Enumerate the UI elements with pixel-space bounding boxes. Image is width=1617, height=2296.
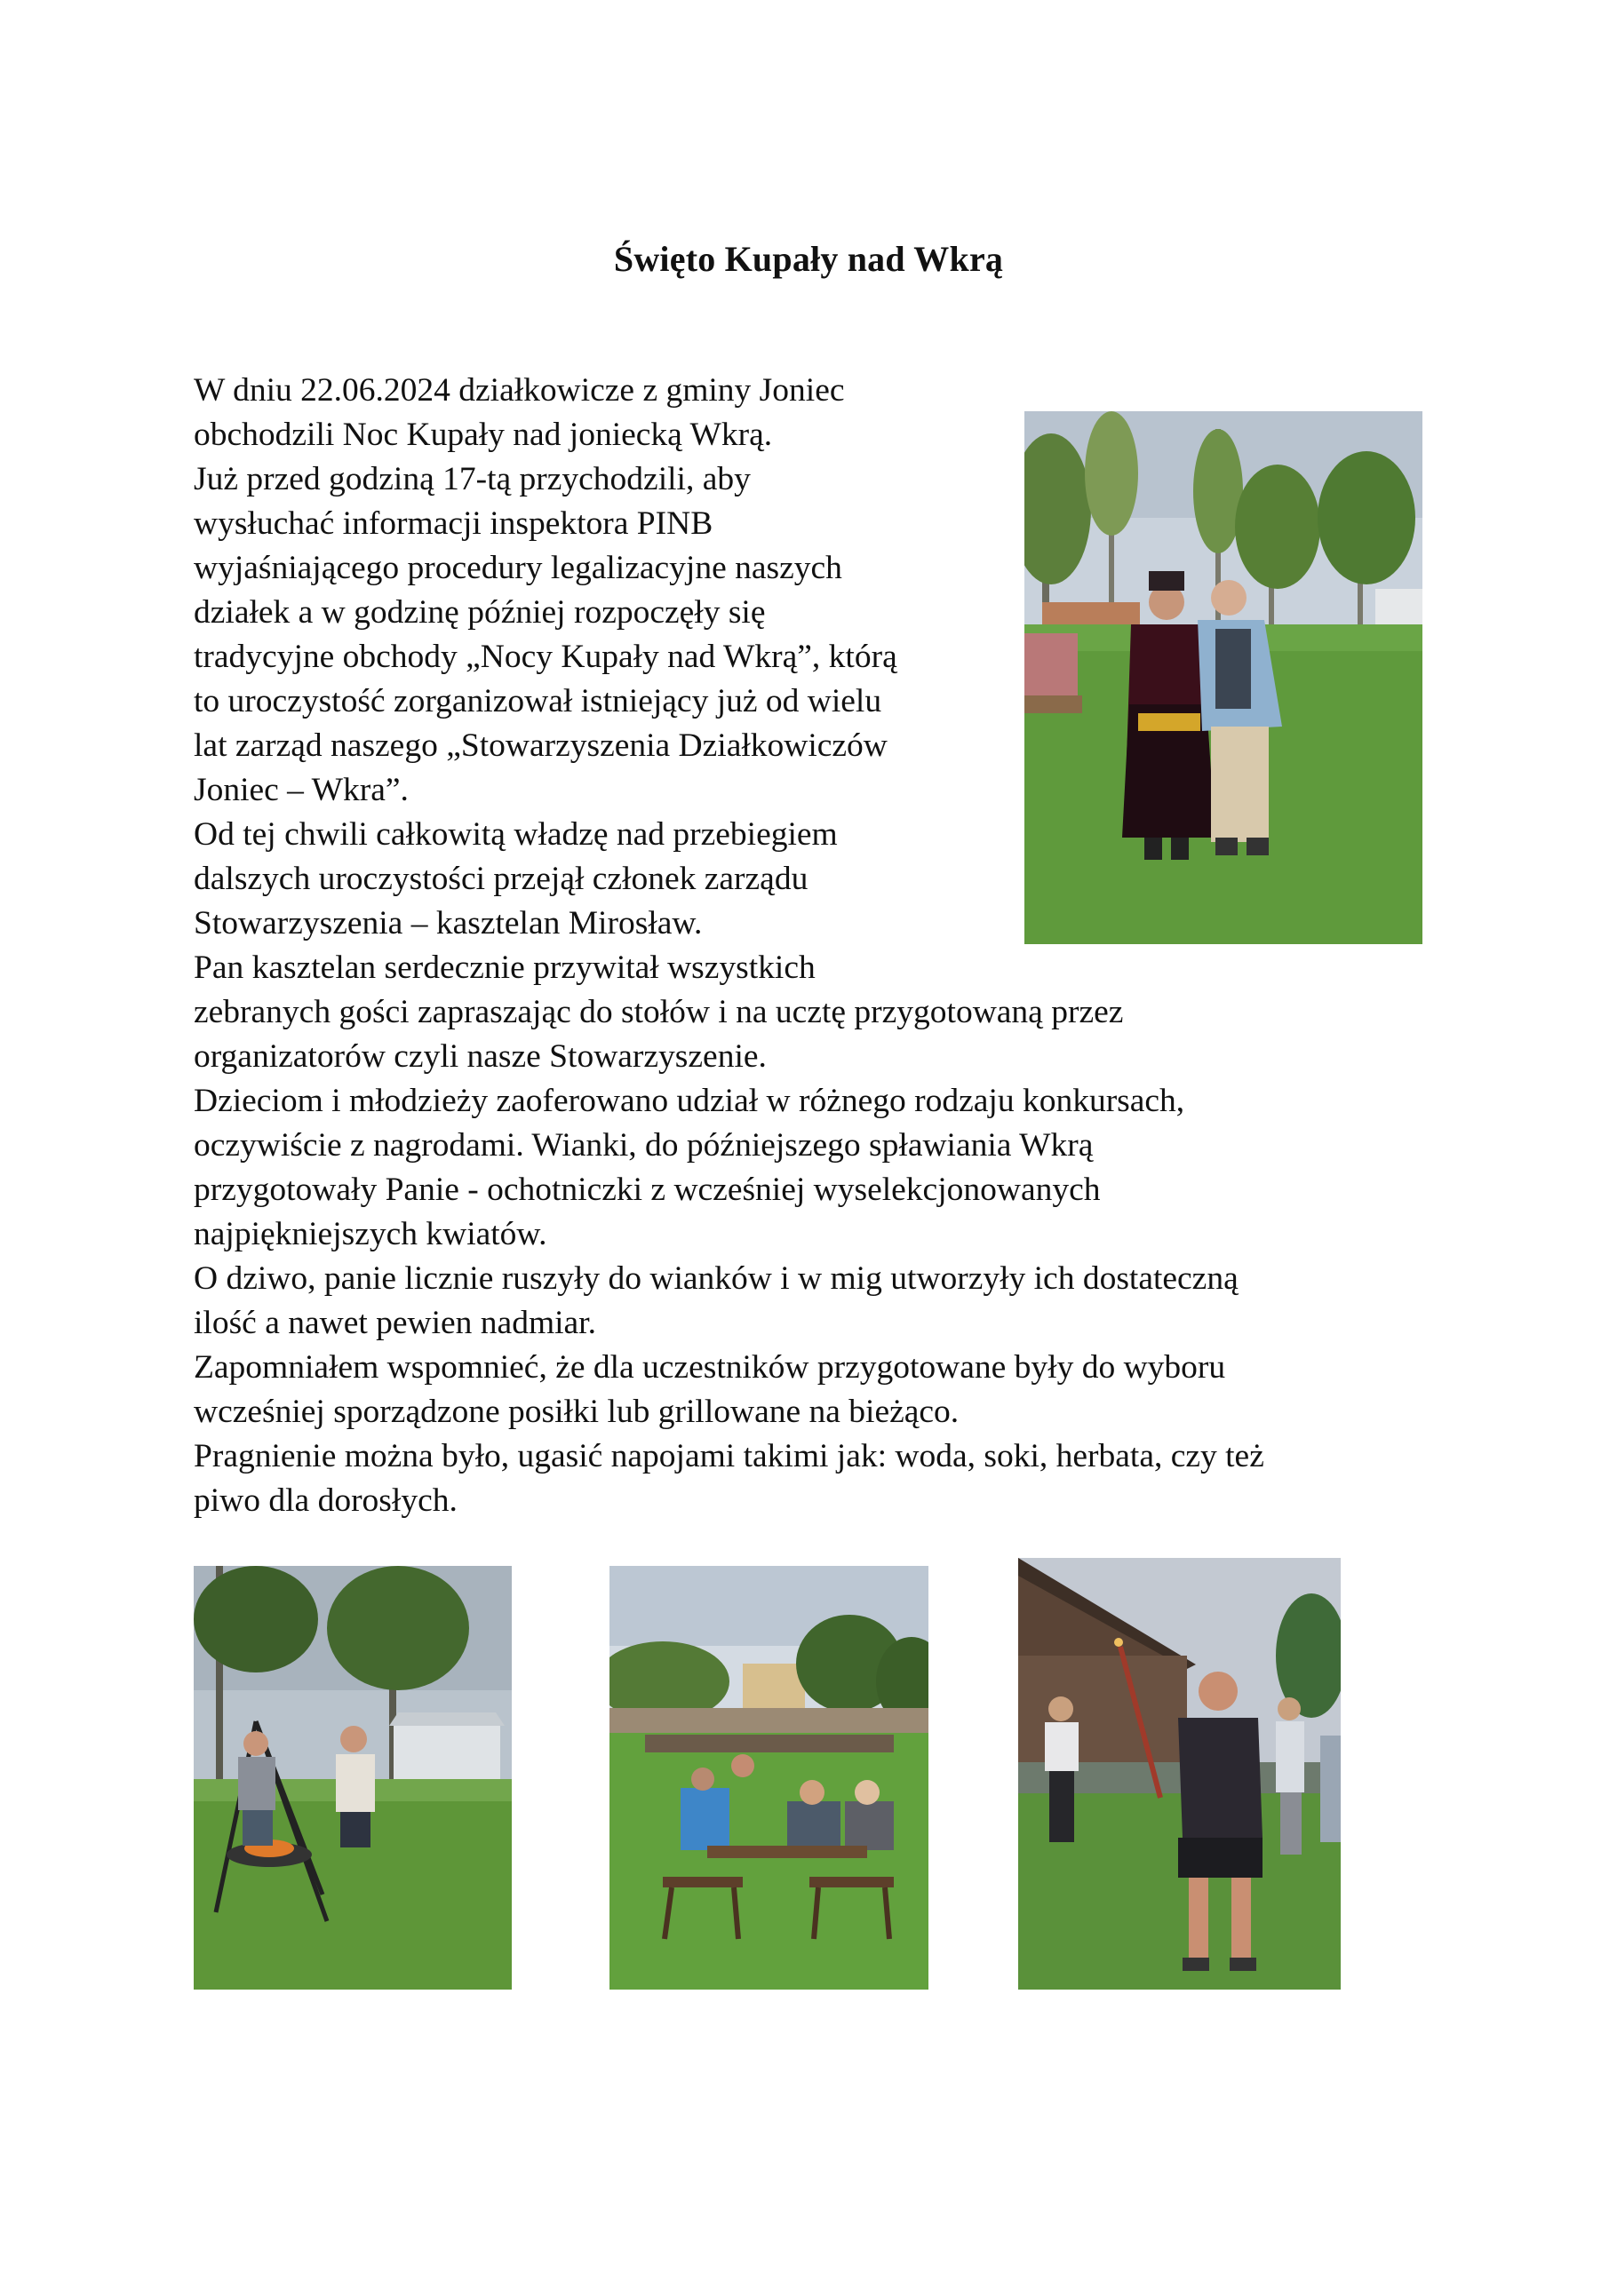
- text-line: tradycyjne obchody „Nocy Kupały nad Wkrą”, którą: [194, 639, 897, 675]
- text-line: Od tej chwili całkowitą władzę nad przebiegiem: [194, 816, 838, 853]
- text-line: oczywiście z nagrodami. Wianki, do późniejszego spławiania Wkrą: [194, 1127, 1094, 1164]
- text-line: lat zarząd naszego „Stowarzyszenia Działkowiczów: [194, 727, 888, 764]
- text-line: to uroczystość zorganizował istniejący już od wielu: [194, 683, 882, 719]
- text-line: Stowarzyszenia – kasztelan Mirosław.: [194, 905, 703, 941]
- text-line: przygotowały Panie - ochotniczki z wcześniej wyselekcjonowanych: [194, 1172, 1101, 1208]
- text-line: Już przed godziną 17-tą przychodzili, aby: [194, 461, 751, 497]
- text-line: O dziwo, panie licznie ruszyły do wianków i w mig utworzyły ich dostateczną: [194, 1260, 1239, 1297]
- text-line: najpiękniejszych kwiatów.: [194, 1216, 547, 1252]
- text-line: Pan kasztelan serdecznie przywitał wszystkich: [194, 949, 816, 986]
- text-line: Dzieciom i młodzieży zaoferowano udział w różnego rodzaju konkursach,: [194, 1083, 1185, 1119]
- text-line: piwo dla dorosłych.: [194, 1482, 458, 1519]
- text-line: obchodzili Noc Kupały nad joniecką Wkrą.: [194, 417, 773, 453]
- two-men-costume-photo: [1024, 411, 1422, 944]
- text-line: W dniu 22.06.2024 działkowicze z gminy Joniec: [194, 372, 845, 409]
- text-line: wysłuchać informacji inspektora PINB: [194, 505, 713, 542]
- text-line: wyjaśniającego procedury legalizacyjne naszych: [194, 550, 842, 586]
- torch-bearer-photo: [1018, 1558, 1341, 1990]
- text-line: Zapomniałem wspomnieć, że dla uczestników przygotowane były do wyboru: [194, 1349, 1226, 1386]
- text-line: dalszych uroczystości przejął członek zarządu: [194, 861, 808, 897]
- text-line: Pragnienie można było, ugasić napojami takimi jak: woda, soki, herbata, czy też: [194, 1438, 1264, 1474]
- document-title: Święto Kupały nad Wkrą: [613, 239, 1004, 279]
- text-line: działek a w godzinę później rozpoczęły się: [194, 594, 766, 631]
- text-line: ilość a nawet pewien nadmiar.: [194, 1305, 596, 1341]
- bonfire-tripod-photo: [194, 1566, 512, 1990]
- text-line: wcześniej sporządzone posiłki lub grillowane na bieżąco.: [194, 1394, 960, 1430]
- text-line: organizatorów czyli nasze Stowarzyszenie.: [194, 1038, 767, 1075]
- text-line: zebranych gości zapraszając do stołów i na ucztę przygotowaną przez: [194, 994, 1124, 1030]
- text-line: Joniec – Wkra”.: [194, 772, 409, 808]
- picnic-tables-photo: [609, 1566, 928, 1990]
